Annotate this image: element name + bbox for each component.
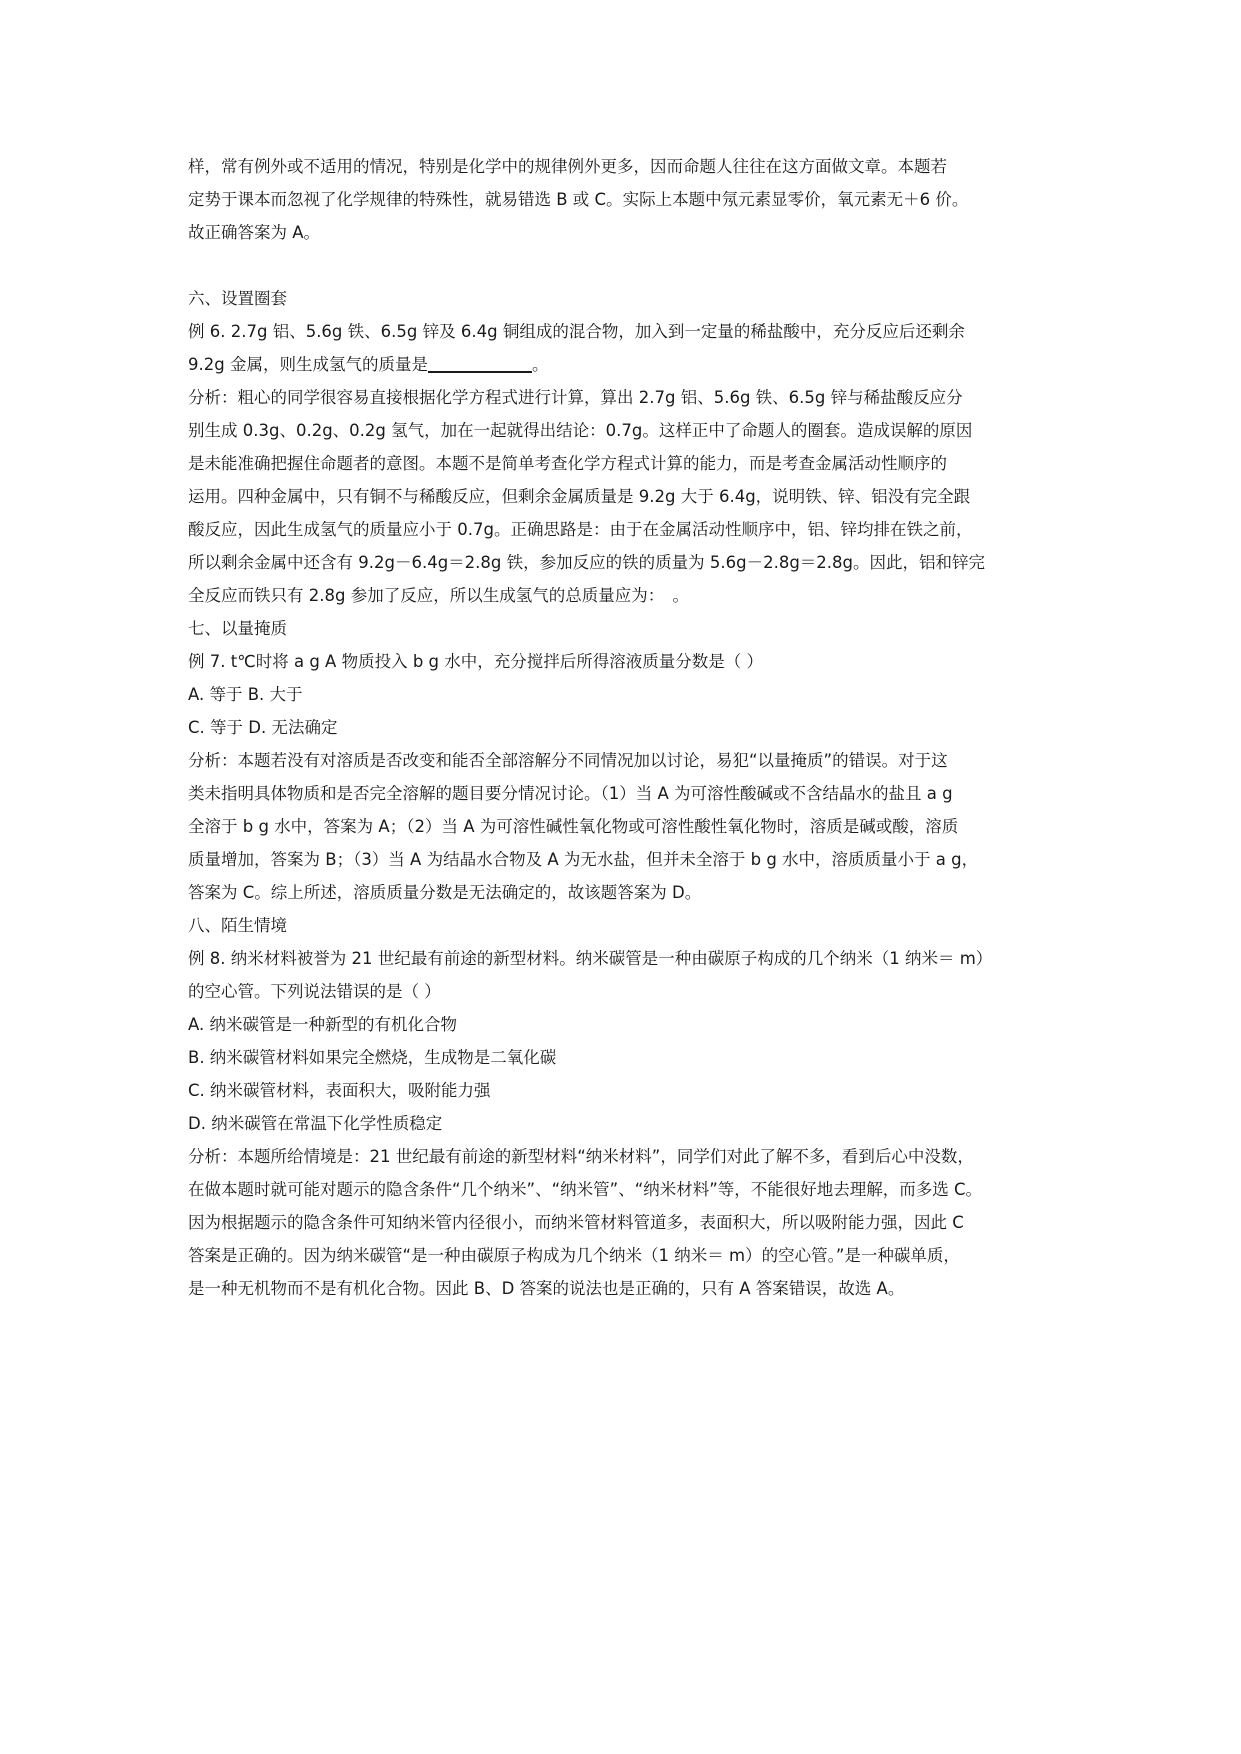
example-6-question-end: 。 bbox=[531, 355, 549, 374]
example-8-analysis-line-1: 分析：本题所给情境是：21 世纪最有前途的新型材料“纳米材料”，同学们对此了解不多，看到后心中没数， bbox=[188, 1147, 974, 1166]
example-6-analysis-line-1: 分析：粗心的同学很容易直接根据化学方程式进行计算，算出 2.7g 铝、5.6g 铁、6.5g 锌与稀盐酸反应分 bbox=[188, 388, 963, 407]
example-7-analysis-line-3: 全溶于 b g 水中，答案为 A；（2）当 A 为可溶性碱性氧化物或可溶性酸性氧化物时，溶质是碱或酸，溶质 bbox=[188, 817, 959, 836]
intro-line-1: 样，常有例外或不适用的情况，特别是化学中的规律例外更多，因而命题人往往在这方面做文章。本题若 bbox=[188, 157, 947, 176]
example-6-question-line-1: 例 6. 2.7g 铝、5.6g 铁、6.5g 锌及 6.4g 铜组成的混合物，加入到一定量的稀盐酸中，充分反应后还剩余 bbox=[188, 322, 965, 341]
section-8-heading: 八、陌生情境 bbox=[188, 916, 287, 935]
example-7-analysis-line-2: 类未指明具体物质和是否完全溶解的题目要分情况讨论。（1）当 A 为可溶性酸碱或不含结晶水的盐且 a g bbox=[188, 784, 953, 803]
example-7-options-ab: A. 等于 B. 大于 bbox=[188, 685, 303, 704]
example-6-question-text: 9.2g 金属，则生成氢气的质量是 bbox=[188, 355, 428, 374]
example-8-question-line-1: 例 8. 纳米材料被誉为 21 世纪最有前途的新型材料。纳米碳管是一种由碳原子构成的几个纳米（1 纳米＝ m） bbox=[188, 949, 993, 968]
paragraph-gap bbox=[188, 249, 1064, 282]
example-6-analysis-line-7: 全反应而铁只有 2.8g 参加了反应，所以生成氢气的总质量应为： 。 bbox=[188, 586, 689, 605]
intro-line-2: 定势于课本而忽视了化学规律的特殊性，就易错选 B 或 C。实际上本题中氖元素显零价，氧元素无＋6 价。 bbox=[188, 190, 969, 209]
example-6-analysis-line-4: 运用。四种金属中，只有铜不与稀酸反应，但剩余金属质量是 9.2g 大于 6.4g，说明铁、锌、铝没有完全跟 bbox=[188, 487, 971, 506]
example-8-analysis-line-4: 答案是正确的。因为纳米碳管“是一种由碳原子构成为几个纳米（1 纳米＝ m）的空心管。”是一种碳单质， bbox=[188, 1246, 960, 1265]
example-7-question: 例 7. t℃时将 a g A 物质投入 b g 水中，充分搅拌后所得溶液质量分数是（ ） bbox=[188, 652, 764, 671]
example-6-analysis-line-2: 别生成 0.3g、0.2g、0.2g 氢气，加在一起就得出结论：0.7g。这样正中了命题人的圈套。造成误解的原因 bbox=[188, 421, 973, 440]
example-7-analysis-line-1: 分析：本题若没有对溶质是否改变和能否全部溶解分不同情况加以讨论，易犯“以量掩质”的错误。对于这 bbox=[188, 751, 948, 770]
example-8-analysis-line-5: 是一种无机物而不是有机化合物。因此 B、D 答案的说法也是正确的，只有 A 答案错误，故选 A。 bbox=[188, 1279, 905, 1298]
example-8-option-c: C. 纳米碳管材料，表面积大，吸附能力强 bbox=[188, 1081, 491, 1100]
example-7-options-cd: C. 等于 D. 无法确定 bbox=[188, 718, 338, 737]
example-6-analysis-line-6: 所以剩余金属中还含有 9.2g－6.4g＝2.8g 铁，参加反应的铁的质量为 5.6g－2.8g＝2.8g。因此，铝和锌完 bbox=[188, 553, 986, 572]
example-7-analysis-line-5: 答案为 C。综上所述，溶质质量分数是无法确定的，故该题答案为 D。 bbox=[188, 883, 702, 902]
example-8-analysis-line-3: 因为根据题示的隐含条件可知纳米管内径很小，而纳米管材料管道多，表面积大，所以吸附能力强，因此 C bbox=[188, 1213, 964, 1232]
example-8-question-line-2: 的空心管。下列说法错误的是（ ） bbox=[188, 982, 441, 1001]
example-6-analysis-line-3: 是未能准确把握住命题者的意图。本题不是简单考查化学方程式计算的能力，而是考查金属活动性顺序的 bbox=[188, 454, 947, 473]
answer-blank bbox=[428, 351, 532, 373]
example-8-analysis-line-2: 在做本题时就可能对题示的隐含条件“几个纳米”、“纳米管”、“纳米材料”等，不能很好地去理解，而多选 C。 bbox=[188, 1180, 983, 1199]
example-8-option-a: A. 纳米碳管是一种新型的有机化合物 bbox=[188, 1015, 457, 1034]
example-6-analysis-line-5: 酸反应，因此生成氢气的质量应小于 0.7g。正确思路是：由于在金属活动性顺序中，铝、锌均排在铁之前， bbox=[188, 520, 973, 539]
document-page bbox=[188, 150, 1064, 1305]
section-7-heading: 七、以量掩质 bbox=[188, 619, 287, 638]
intro-line-3: 故正确答案为 A。 bbox=[188, 223, 321, 242]
example-8-option-d: D. 纳米碳管在常温下化学性质稳定 bbox=[188, 1114, 443, 1133]
example-7-analysis-line-4: 质量增加，答案为 B；（3）当 A 为结晶水合物及 A 为无水盐，但并未全溶于 b g 水中，溶质质量小于 a g， bbox=[188, 850, 979, 869]
section-6-heading: 六、设置圈套 bbox=[188, 289, 287, 308]
example-6-question-line-2 bbox=[188, 348, 1064, 381]
example-8-option-b: B. 纳米碳管材料如果完全燃烧，生成物是二氧化碳 bbox=[188, 1048, 557, 1067]
